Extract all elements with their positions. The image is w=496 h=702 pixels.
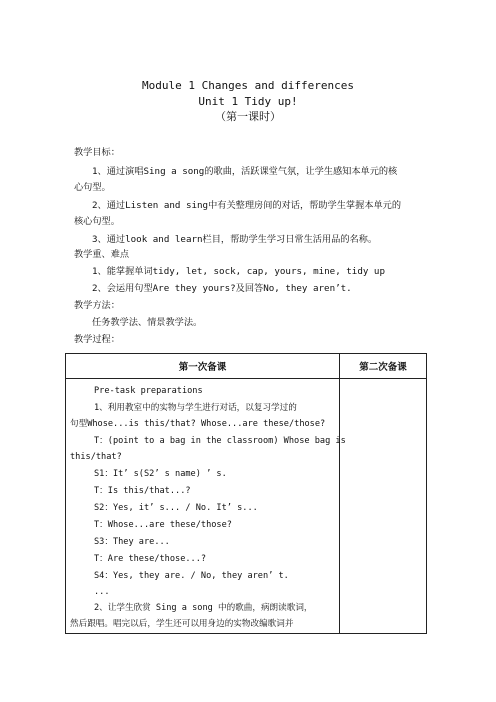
second-prep-cell [340,379,427,634]
key-point-2: 2、会运用句型Are they yours?及回答No, they aren’t. [92,283,352,294]
table-line: S4：Yes, they are. / No, they aren’ t. [94,571,289,581]
module-title: Module 1 Changes and differences [142,79,354,92]
table-line: this/that? [70,452,122,462]
goal-1-line-a: 1、通过演唱Sing a song的歌曲，活跃课堂气氛，让学生感知本单元的核 [92,166,398,177]
table-line: ... [94,587,110,597]
goal-2-line-b: 核心句型。 [74,216,120,227]
table-body-row [66,379,427,634]
key-point-1: 1、能掌握单词tidy, let, sock, cap, yours, mine, tidy up [92,266,385,277]
methods-text: 任务教学法、情景教学法。 [92,317,203,328]
first-prep-header: 第一次备课 [66,354,340,379]
process-heading: 教学过程： [74,334,120,345]
second-prep-header: 第二次备课 [340,354,427,379]
first-prep-cell [66,379,346,634]
table-line: 2、让学生欣赏 Sing a song 中的歌曲，病朗读歌词， [94,603,313,613]
table-line: 1、利用教室中的实物与学生进行对话，以复习学过的 [94,403,297,413]
goal-2-line-a: 2、通过Listen and sing中有关整理房间的对话，帮助学生掌握本单元的 [92,200,402,211]
unit-title: Unit 1 Tidy up! [198,95,298,108]
goal-3: 3、通过look and learn栏目，帮助学生学习日常生活用品的名称。 [92,234,378,245]
methods-heading: 教学方法： [74,300,120,311]
lesson-plan-table [65,353,427,634]
table-line: S3：They are... [94,537,170,547]
table-line: 句型Whose...is this/that? Whose...are these/those? [70,419,326,429]
table-line: T：Whose...are these/those? [94,520,232,530]
table-line: S2：Yes, it’ s... / No. It’ s... [94,503,258,513]
goals-heading: 教学目标： [74,147,120,158]
table-header-row [66,354,427,379]
table-line: T：(point to a bag in the classroom) Whose bag is [94,436,346,446]
key-points-heading: 教学重、难点 [74,249,130,260]
table-line: S1：It’ s(S2’ s name) ’ s. [94,469,227,479]
lesson-period: （第一课时） [215,110,281,123]
table-line: T：Are these/those...? [94,554,207,564]
table-line: T：Is this/that...? [94,486,191,496]
table-line: Pre-task preparations [94,386,203,396]
goal-1-line-b: 心句型。 [74,182,111,193]
table-line: 然后跟唱。唱完以后，学生还可以用身边的实物改编歌词并 [70,619,294,629]
